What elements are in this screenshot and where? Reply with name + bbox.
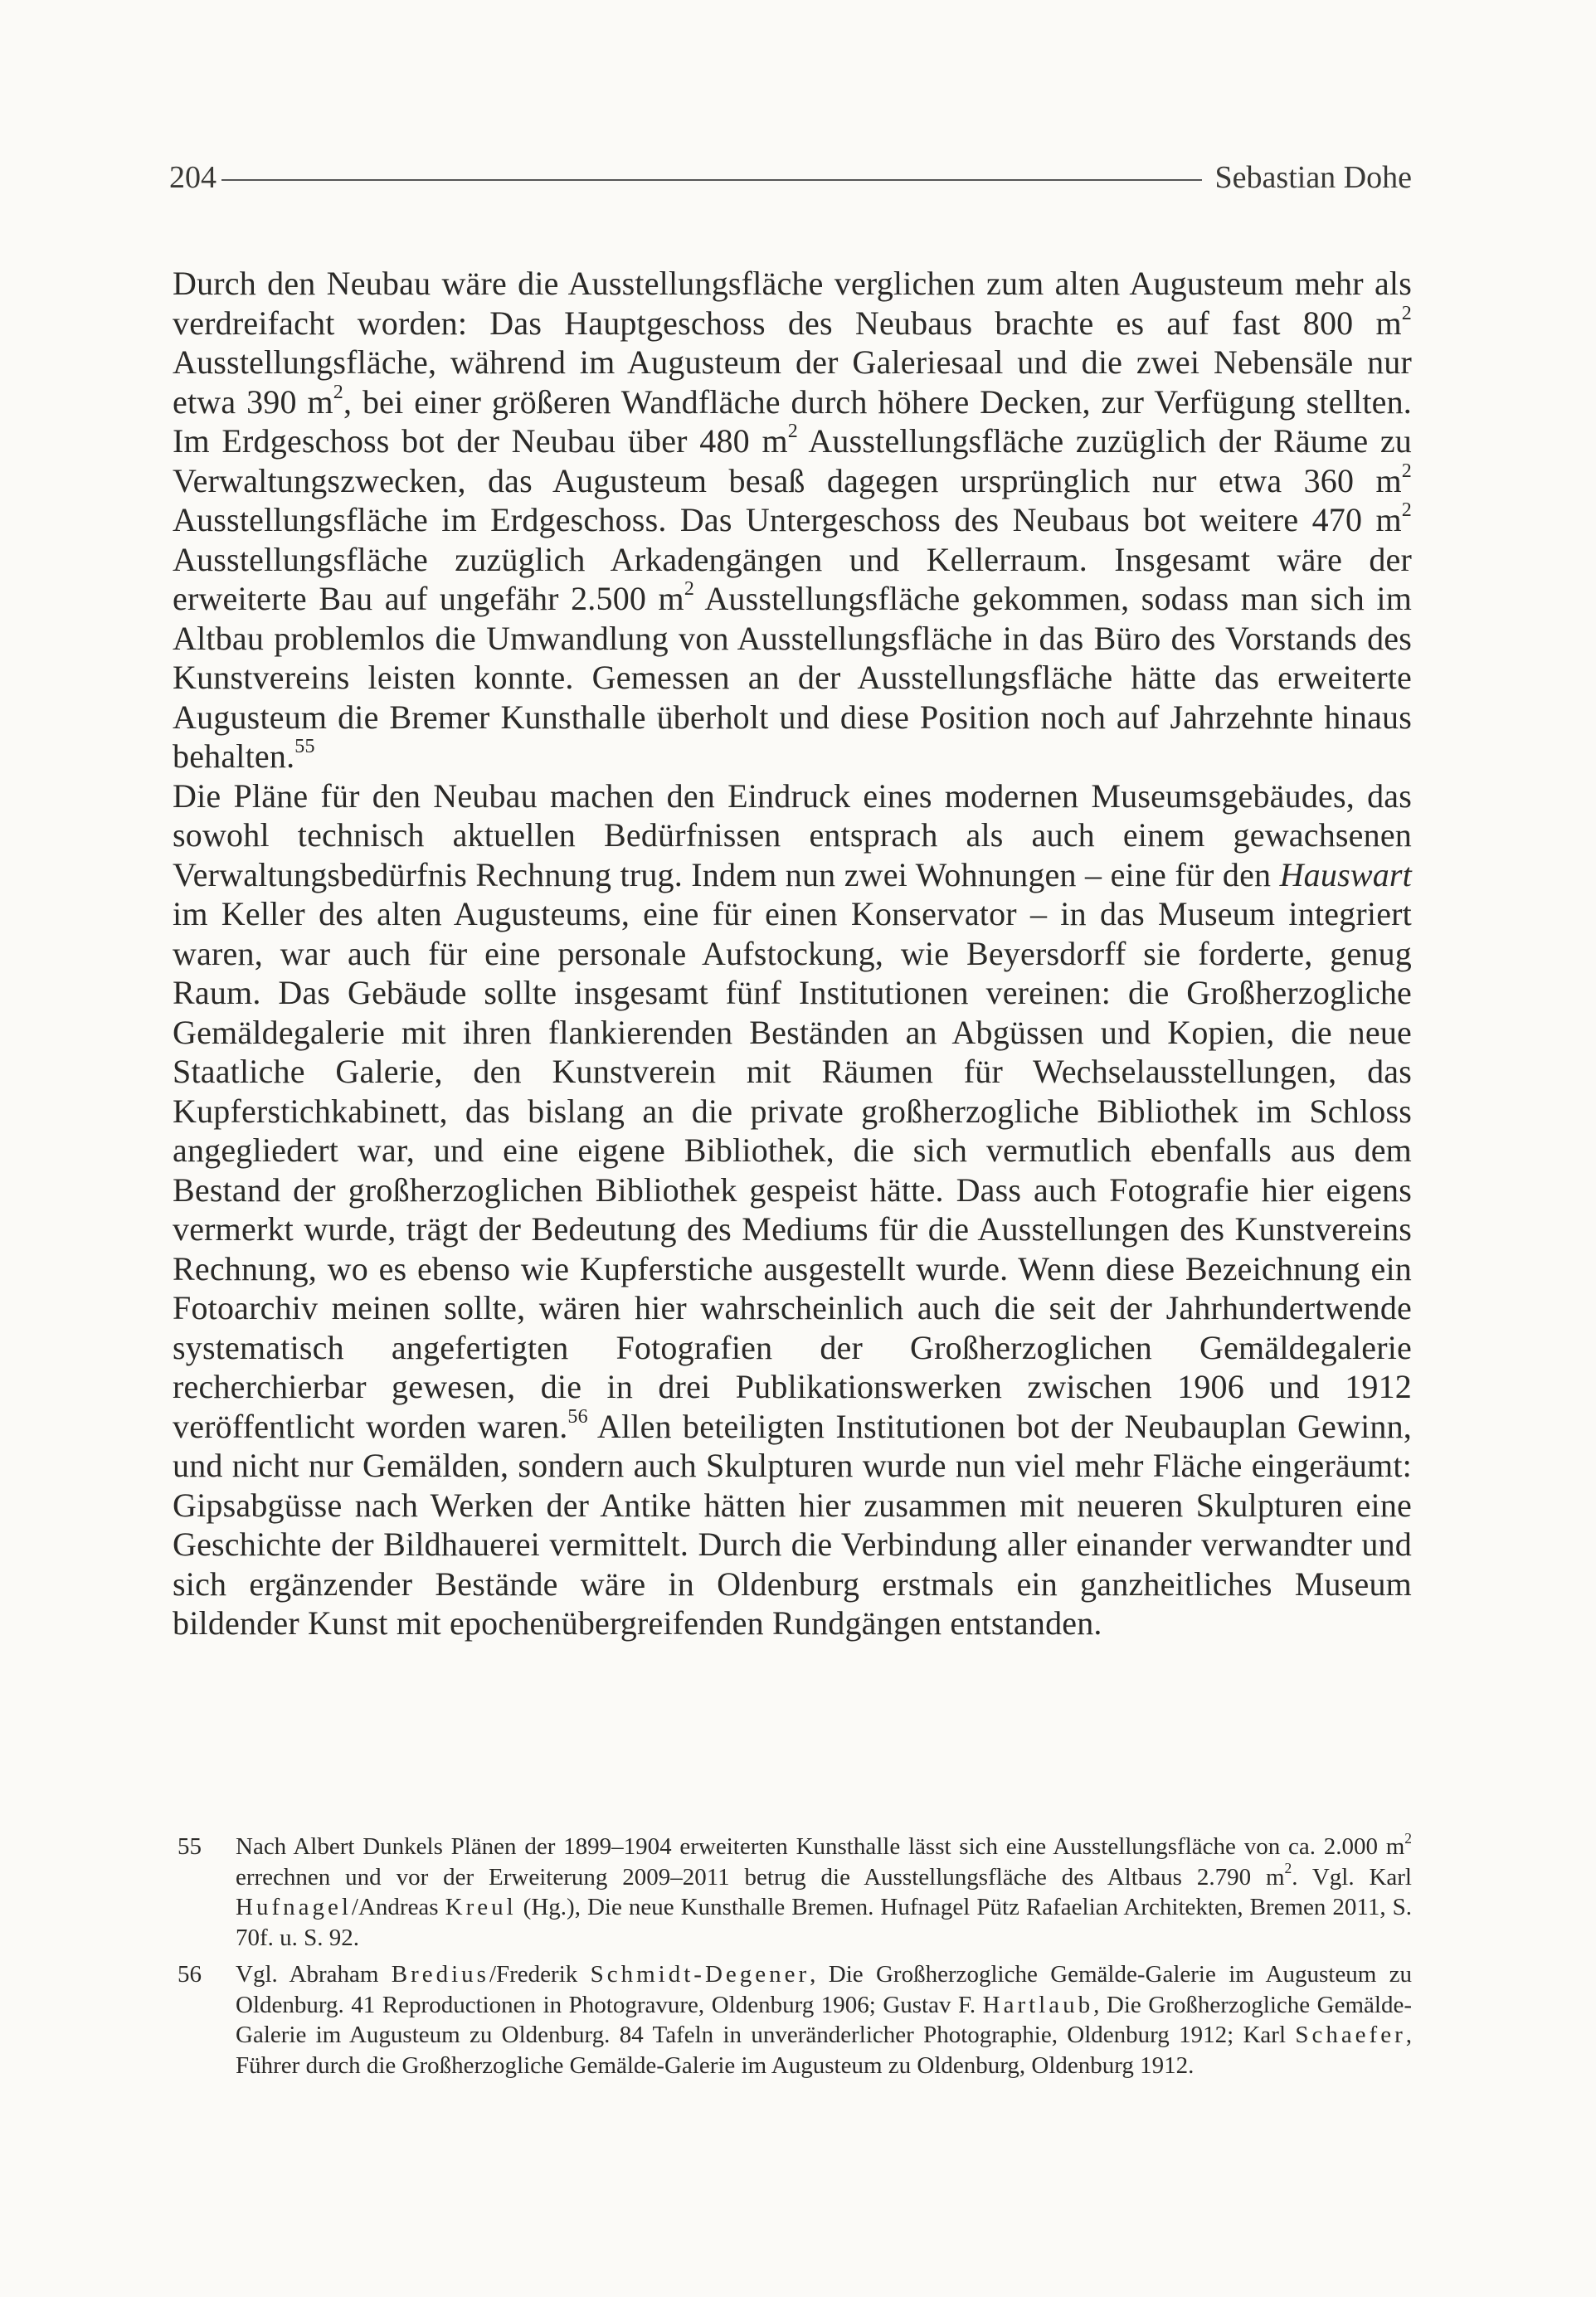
author-name: Bredius <box>391 1961 489 1988</box>
running-head-author: Sebastian Dohe <box>1214 160 1412 195</box>
superscript-2: 2 <box>1401 302 1412 324</box>
paragraph-1: Durch den Neubau wäre die Ausstellungsfläche verglichen zum alten Augusteum mehr als verdreifacht worden: Das Hauptgeschoss des Neubaus brachte es auf fast 800 $m^2$ Ausstellungsfläche, während im Augusteum der Galeriesaal und die zwei Nebensäle nur etwa 390 $m^2$, bei einer größeren Wandfläche durch höhere Decken, zur Verfügung stellten. Im Erdgeschoss bot der Neubau über 480 $m^2$ Ausstellungsfläche zuzüglich der Räume zu Verwaltungszwecken, das Augusteum besaß dagegen ursprünglich nur etwa 360 $m^2$ Ausstellungsfläche im Erdgeschoss. Das Untergeschoss des Neubaus bot weitere 470 $m^2$ Ausstellungsfläche zuzüglich Arkadengängen und Kellerraum. Insgesamt wäre der erweiterte Bau auf ungefähr 2.500 $m^2$ Ausstellungsfläche gekommen, sodass man sich im Altbau problemlos die Umwandlung von Ausstellungsfläche in das Büro des Vorstands des Kunstvereins leisten konnte. Gemessen an der Ausstellungsfläche hätte das erweiterte Augusteum die Bremer Kunsthalle überholt und diese Position noch auf Jahrzehnte hinaus behalten.$^{55}$ <box>173 265 1413 775</box>
author-name: Kreul <box>445 1894 517 1920</box>
footnote-ref-56[interactable]: 56 <box>567 1405 588 1428</box>
author-name: Schmidt-Degener <box>590 1961 810 1988</box>
paragraph-2: Die Pläne für den Neubau machen den Eindruck eines modernen Museumsgebäudes, das sowohl technisch aktuellen Bedürfnissen entsprach als auch einem gewachsenen Verwaltungsbedürfnis Rechnung trug. Indem nun zwei Wohnungen – eine für den Hauswart im Keller des alten Augusteums, eine für einen Konservator – in das Museum integriert waren, war auch für eine personale Aufstockung, wie Beyersdorff sie forderte, genug Raum. Das Gebäude sollte insgesamt fünf Institutionen vereinen: die Großherzogliche Gemäldegalerie mit ihren flankierenden Beständen an Abgüssen und Kopien, die neue Staatliche Galerie, den Kunstverein mit Räumen für Wechselausstellungen, das Kupferstichkabinett, das bislang an die private großherzogliche Bibliothek im Schloss angegliedert war, und eine eigene Bibliothek, die sich vermutlich ebenfalls aus dem Bestand der großherzoglichen Bibliothek gespeist hätte. Dass auch Fotografie hier eigens vermerkt wurde, trägt der Bedeutung des Mediums für die Ausstellungen des Kunstvereins Rechnung, wo es ebenso wie Kupferstiche ausgestellt wurde. Wenn diese Bezeichnung ein Fotoarchiv meinen sollte, wären hier wahrscheinlich auch die seit der Jahrhundertwende systematisch angefertigten Fotografien der Großherzoglichen Gemäldegalerie recherchierbar gewesen, die in drei Publikationswerken zwischen 1906 und 1912 veröffentlicht worden waren.$^{56}$ Allen beteiligten Institutionen bot der Neubauplan Gewinn, und nicht nur Gemälden, sondern auch Skulpturen wurde nun viel mehr Fläche eingeräumt: Gipsabgüsse nach Werken der Antike hätten hier zusammen mit neueren Skulpturen eine Geschichte der Bildhauerei vermittelt. Durch die Verbindung aller einander verwandter und sich ergänzender Bestände wäre in Oldenburg erstmals ein ganzheitliches Museum bildender Kunst mit epochenübergreifenden Rundgängen entstanden. <box>173 776 1412 1642</box>
footnote-number: 56 <box>178 1961 202 1988</box>
italic-term: Hauswart <box>1279 855 1412 893</box>
superscript-2: 2 <box>1401 460 1412 482</box>
running-header <box>169 158 1412 197</box>
superscript-2: 2 <box>1401 499 1412 522</box>
author-name: Hartlaub <box>982 1991 1094 2018</box>
superscript-2: 2 <box>684 578 695 601</box>
header-rule <box>221 179 1202 181</box>
footnotes <box>178 1829 1413 2087</box>
page-number: 204 <box>169 160 217 195</box>
main-text <box>173 264 1412 1643</box>
footnote-55 <box>178 1829 1413 1953</box>
superscript-2: 2 <box>787 421 798 443</box>
footnote-ref-55[interactable]: 55 <box>294 736 315 758</box>
footnote-number: 55 <box>178 1833 202 1860</box>
superscript-2: 2 <box>333 381 343 403</box>
footnote-text: Nach Albert Dunkels Plänen der 1899–1904 erweiterten Kunsthalle lässt sich eine Ausstellungsfläche von ca. 2.000 $m^2$ errechnen und vor der Erweiterung 2009–2011 betrug die Ausstellungsfläche des Altbaus 2.790 $m^2$. Vgl. Karl Hufnagel/Andreas Kreul (Hg.), Die neue Kunsthalle Bremen. Hufnagel Pütz Rafaelian Architekten, Bremen 2011, S. 70f. u. S. 92. <box>236 1829 1413 1951</box>
footnote-56 <box>178 1959 1412 2080</box>
footnote-text: Vgl. Abraham Bredius/Frederik Schmidt-Degener, Die Großherzogliche Gemälde-Galerie im Augusteum zu Oldenburg. 41 Reproductionen in Photogravure, Oldenburg 1906; Gustav F. Hartlaub, Die Großherzogliche Gemälde-Galerie im Augusteum zu Oldenburg. 84 Tafeln in unveränderlicher Photographie, Oldenburg 1912; Karl Schaefer, Führer durch die Großherzogliche Gemälde-Galerie im Augusteum zu Oldenburg, Oldenburg 1912. <box>236 1961 1413 2079</box>
author-name: Hufnagel <box>236 1894 352 1920</box>
author-name: Schaefer <box>1295 2022 1406 2048</box>
